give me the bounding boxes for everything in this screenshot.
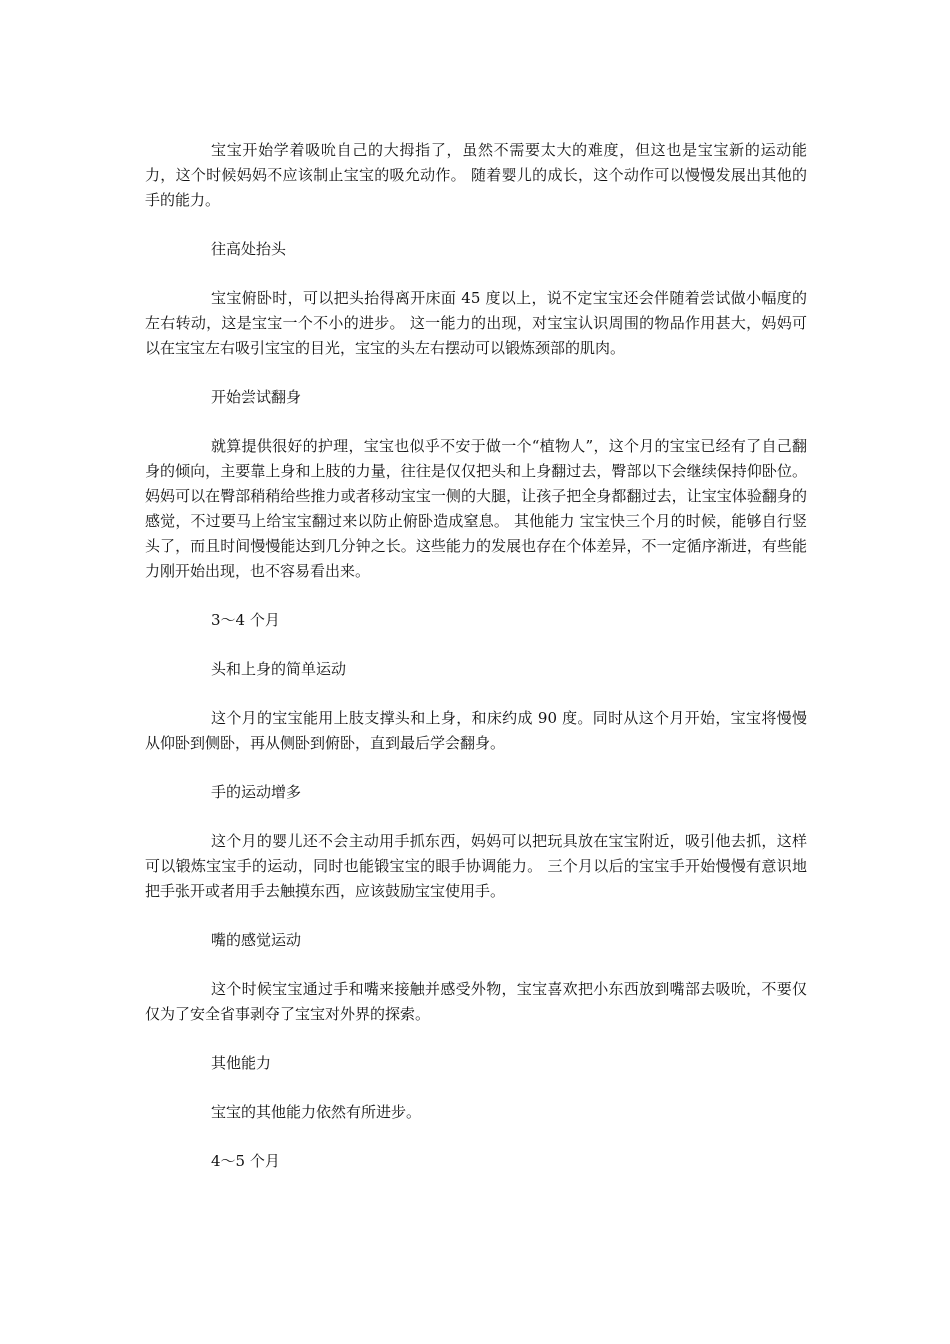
- paragraph-thumb-sucking: 宝宝开始学着吸吮自己的大拇指了，虽然不需要太大的难度，但这也是宝宝新的运动能力，这个时候妈妈不应该制止宝宝的吸允动作。 随着婴儿的成长，这个动作可以慢慢发展出其他的手的能力。: [145, 141, 807, 209]
- heading-raise-head: 往高处抬头: [211, 240, 287, 258]
- heading-hand-movement: 手的运动增多: [211, 783, 302, 801]
- paragraph-head-upper-body: 这个月的宝宝能用上肢支撑头和上身，和床约成 90 度。同时从这个月开始，宝宝将慢慢从仰卧到侧卧，再从侧卧到俯卧，直到最后学会翻身。: [145, 709, 807, 752]
- heading-mouth-sensation: 嘴的感觉运动: [211, 931, 302, 949]
- document-page: [145, 138, 807, 1198]
- paragraph-hand-movement: 这个月的婴儿还不会主动用手抓东西，妈妈可以把玩具放在宝宝附近，吸引他去抓，这样可以锻炼宝宝手的运动，同时也能锻宝宝的眼手协调能力。 三个月以后的宝宝手开始慢慢有意识地把手张开或者用手去触摸东西，应该鼓励宝宝使用手。: [145, 832, 807, 900]
- paragraph-other-abilities: 宝宝的其他能力依然有所进步。: [211, 1103, 422, 1121]
- heading-try-rolling: 开始尝试翻身: [211, 388, 302, 406]
- paragraph-mouth-sensation: 这个时候宝宝通过手和嘴来接触并感受外物，宝宝喜欢把小东西放到嘴部去吸吮，不要仅仅为了安全省事剥夺了宝宝对外界的探索。: [145, 980, 807, 1023]
- paragraph-raise-head: 宝宝俯卧时，可以把头抬得离开床面 45 度以上，说不定宝宝还会伴随着尝试做小幅度的左右转动，这是宝宝一个不小的进步。 这一能力的出现，对宝宝认识周围的物品作用甚大，妈妈可以在宝宝左右吸引宝宝的目光，宝宝的头左右摆动可以锻炼颈部的肌肉。: [145, 289, 807, 357]
- heading-3-4-months: 3～4 个月: [211, 611, 280, 629]
- heading-4-5-months: 4～5 个月: [211, 1152, 280, 1170]
- paragraph-try-rolling: 就算提供很好的护理，宝宝也似乎不安于做一个“植物人”，这个月的宝宝已经有了自己翻身的倾向，主要靠上身和上肢的力量，往往是仅仅把头和上身翻过去，臀部以下会继续保持仰卧位。 妈妈可以在臀部稍稍给些推力或者移动宝宝一侧的大腿，让孩子把全身都翻过去，让宝宝体验翻身的感觉，不过要马上给宝宝翻过来以防止俯卧造成窒息。 其他能力 宝宝快三个月的时候，能够自行竖头了，而且时间慢慢能达到几分钟之长。这些能力的发展也存在个体差异，不一定循序渐进，有些能力刚开始出现，也不容易看出来。: [145, 437, 807, 580]
- heading-head-upper-body: 头和上身的简单运动: [211, 660, 347, 678]
- heading-other-abilities: 其他能力: [211, 1054, 272, 1072]
